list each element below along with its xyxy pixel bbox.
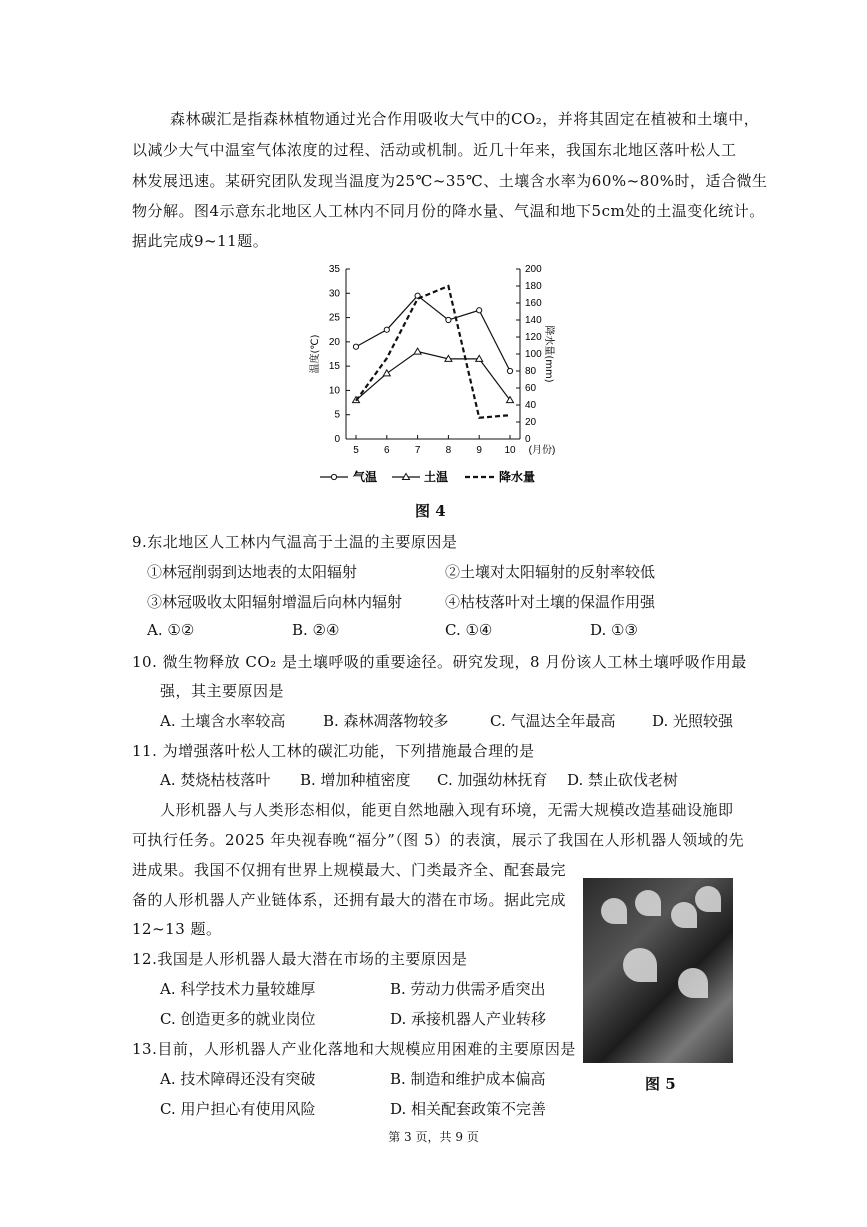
intro2-line-4: 备的人形机器人产业链体系，还拥有最大的潜在市场。据此完成 — [132, 891, 567, 909]
q13-option-c: C. 用户担心有使用风险 — [160, 1100, 316, 1118]
fan-shape — [671, 902, 697, 928]
series-line-降水量 — [356, 286, 510, 418]
q9-option-c: C. ①④ — [445, 621, 493, 639]
left-tick-label: 30 — [328, 288, 340, 300]
intro-line-5: 据此完成9~11题。 — [132, 232, 269, 250]
x-tick-label: 8 — [445, 445, 452, 456]
right-axis-title: 降水量(mm) — [543, 325, 554, 383]
left-tick-label: 20 — [328, 336, 340, 348]
intro-line-2: 以减少大气中温室气体浓度的过程、活动或机制。近几十年来，我国东北地区落叶松人工 — [132, 141, 737, 159]
right-tick-label: 140 — [525, 315, 542, 326]
figure-4-caption: 图 4 — [415, 502, 446, 520]
figure-5-photo — [583, 878, 733, 1063]
q11-option-c: C. 加强幼林抚育 — [437, 771, 548, 789]
point-气温 — [507, 368, 512, 373]
q13-option-d: D. 相关配套政策不完善 — [390, 1100, 547, 1118]
q10-option-b: B. 森林凋落物较多 — [323, 712, 449, 730]
q9-statement-1: ①林冠削弱到达地表的太阳辐射 — [147, 563, 358, 581]
x-tick-label: 6 — [384, 445, 390, 456]
q12-option-a: A. 科学技术力量较雄厚 — [160, 980, 316, 998]
q10-option-d: D. 光照较强 — [652, 712, 734, 730]
fan-shape — [678, 968, 708, 998]
q12-option-b: B. 劳动力供需矛盾突出 — [390, 980, 546, 998]
q9-stem: 9.东北地区人工林内气温高于土温的主要原因是 — [132, 533, 458, 551]
fan-shape — [623, 948, 657, 982]
q9-option-a: A. ①② — [147, 621, 195, 639]
left-tick-label: 15 — [328, 361, 340, 373]
q11-option-b: B. 增加种植密度 — [300, 771, 411, 789]
fan-shape — [695, 886, 721, 912]
right-tick-label: 160 — [525, 298, 542, 309]
q11-option-a: A. 焚烧枯枝落叶 — [160, 771, 271, 789]
q9-statement-4: ④枯枝落叶对土壤的保温作用强 — [445, 593, 656, 611]
right-tick-label: 180 — [525, 281, 542, 292]
x-tick-label: 9 — [476, 445, 482, 456]
left-tick-label: 0 — [334, 434, 340, 445]
point-气温 — [384, 327, 389, 332]
legend-label-土温: 土温 — [424, 470, 449, 484]
q10-stem-2: 强，其主要原因是 — [160, 682, 285, 700]
intro-line-1: 森林碳汇是指森林植物通过光合作用吸收大气中的CO₂，并将其固定在植被和土壤中， — [170, 110, 760, 128]
q9-statement-3: ③林冠吸收太阳辐射增温后向林内辐射 — [147, 593, 403, 611]
q9-option-b: B. ②④ — [292, 621, 340, 639]
q12-option-c: C. 创造更多的就业岗位 — [160, 1010, 316, 1028]
q10-stem-1: 10. 微生物释放 CO₂ 是土壤呼吸的重要途径。研究发现，8 月份该人工林土壤呼吸作用最 — [132, 653, 747, 671]
figure-5-caption: 图 5 — [645, 1075, 676, 1093]
q11-option-d: D. 禁止砍伐老树 — [567, 771, 679, 789]
point-气温 — [477, 308, 482, 313]
intro2-line-5: 12~13 题。 — [132, 920, 222, 938]
right-tick-label: 40 — [525, 400, 537, 411]
x-axis-unit: (月份) — [528, 445, 556, 456]
q13-option-b: B. 制造和维护成本偏高 — [390, 1070, 546, 1088]
q12-option-d: D. 承接机器人产业转移 — [390, 1010, 547, 1028]
figure-4-chart — [300, 255, 560, 505]
right-tick-label: 0 — [525, 434, 531, 445]
right-tick-label: 200 — [525, 264, 542, 275]
intro2-line-2: 可执行任务。2025 年央视春晚“福分”（图 5）的表演，展示了我国在人形机器人领域的先 — [132, 831, 745, 849]
left-tick-label: 25 — [328, 312, 340, 324]
left-tick-label: 35 — [328, 264, 340, 275]
legend-label-气温: 气温 — [353, 470, 378, 484]
legend-marker-气温 — [331, 474, 336, 479]
x-tick-label: 5 — [353, 445, 359, 456]
fan-shape — [601, 898, 627, 924]
legend-label-降水量: 降水量 — [499, 470, 536, 484]
x-tick-label: 10 — [504, 445, 516, 456]
q9-statement-2: ②土壤对太阳辐射的反射率较低 — [445, 563, 656, 581]
left-axis-title: 温度(℃) — [310, 334, 321, 374]
series-line-气温 — [356, 296, 510, 371]
right-tick-label: 60 — [525, 383, 537, 394]
q12-stem: 12.我国是人形机器人最大潜在市场的主要原因是 — [132, 950, 468, 968]
right-tick-label: 120 — [525, 332, 542, 343]
series-line-土温 — [356, 352, 510, 401]
x-tick-label: 7 — [414, 445, 421, 456]
point-土温 — [414, 348, 421, 354]
point-气温 — [353, 344, 358, 349]
intro2-line-3: 进成果。我国不仅拥有世界上规模最大、门类最齐全、配套最完 — [132, 861, 567, 879]
right-tick-label: 100 — [525, 349, 542, 360]
right-tick-label: 80 — [525, 366, 537, 377]
intro-line-4: 物分解。图4示意东北地区人工林内不同月份的降水量、气温和地下5cm处的土温变化统计。 — [132, 202, 765, 220]
q13-option-a: A. 技术障碍还没有突破 — [160, 1070, 316, 1088]
point-土温 — [383, 370, 390, 376]
left-tick-label: 10 — [328, 385, 340, 397]
q13-stem: 13.目前，人形机器人产业化落地和大规模应用困难的主要原因是 — [132, 1040, 576, 1058]
intro-line-3: 林发展迅速。某研究团队发现当温度为25℃~35℃、土壤含水率为60%~80%时，适合微生 — [132, 172, 768, 190]
fan-shape — [635, 890, 661, 916]
q9-option-d: D. ①③ — [590, 621, 638, 639]
q10-option-c: C. 气温达全年最高 — [490, 712, 616, 730]
q10-option-a: A. 土壤含水率较高 — [160, 712, 286, 730]
point-气温 — [446, 317, 451, 322]
q11-stem: 11. 为增强落叶松人工林的碳汇功能，下列措施最合理的是 — [132, 742, 535, 760]
left-tick-label: 5 — [334, 409, 340, 421]
page-footer: 第 3 页，共 9 页 — [388, 1130, 479, 1144]
right-tick-label: 20 — [525, 417, 537, 428]
intro2-line-1: 人形机器人与人类形态相似，能更自然地融入现有环境，无需大规模改造基础设施即 — [160, 801, 734, 819]
